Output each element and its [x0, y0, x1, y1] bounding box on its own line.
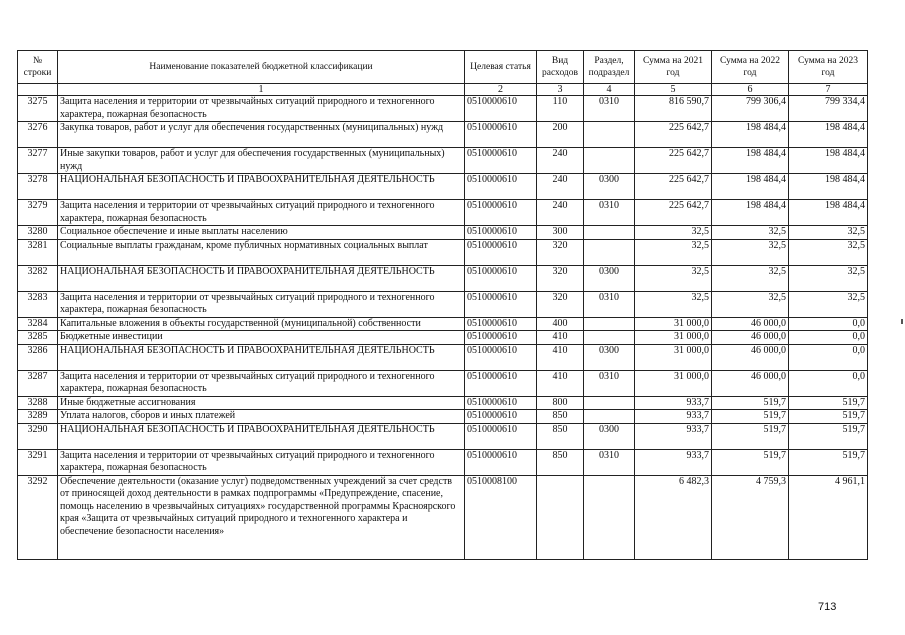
target-article: 0510000610 — [465, 122, 537, 148]
column-number: 6 — [712, 84, 789, 96]
page-number: 713 — [818, 601, 837, 613]
expense-type: 410 — [537, 331, 584, 345]
expense-type — [537, 475, 584, 559]
sum-2021: 225 642,7 — [635, 148, 712, 174]
section-code: 0310 — [584, 291, 635, 317]
table-row — [18, 344, 868, 370]
row-number: 3283 — [18, 291, 58, 317]
sum-2022: 198 484,4 — [712, 174, 789, 200]
section-code: 0310 — [584, 200, 635, 226]
table-row — [18, 423, 868, 449]
row-number: 3279 — [18, 200, 58, 226]
indicator-name: Защита населения и территории от чрезвычайных ситуаций природного и техногенного характера, пожарная безопасность — [58, 96, 465, 122]
sum-2022: 32,5 — [712, 291, 789, 317]
expense-type: 240 — [537, 174, 584, 200]
sum-2022: 519,7 — [712, 410, 789, 424]
section-code — [584, 331, 635, 345]
expense-type: 240 — [537, 200, 584, 226]
sum-2023: 519,7 — [789, 423, 868, 449]
header-expense-type: Вид расходов — [537, 51, 584, 84]
section-code — [584, 475, 635, 559]
indicator-name: Защита населения и территории от чрезвычайных ситуаций природного и техногенного характера, пожарная безопасность — [58, 291, 465, 317]
sum-2022: 46 000,0 — [712, 370, 789, 396]
indicator-name: Социальные выплаты гражданам, кроме публичных нормативных социальных выплат — [58, 239, 465, 265]
sum-2022: 198 484,4 — [712, 122, 789, 148]
section-code: 0300 — [584, 265, 635, 291]
row-number: 3284 — [18, 317, 58, 331]
sum-2022: 46 000,0 — [712, 344, 789, 370]
table-row — [18, 370, 868, 396]
row-number: 3280 — [18, 226, 58, 240]
column-number: 3 — [537, 84, 584, 96]
sum-2021: 32,5 — [635, 265, 712, 291]
row-number: 3292 — [18, 475, 58, 559]
sum-2023: 198 484,4 — [789, 174, 868, 200]
section-code — [584, 410, 635, 424]
sum-2023: 799 334,4 — [789, 96, 868, 122]
sum-2021: 31 000,0 — [635, 370, 712, 396]
row-number: 3287 — [18, 370, 58, 396]
sum-2021: 933,7 — [635, 449, 712, 475]
target-article: 0510000610 — [465, 96, 537, 122]
column-number — [18, 84, 58, 96]
indicator-name: Иные закупки товаров, работ и услуг для обеспечения государственных (муниципальных) нужд — [58, 148, 465, 174]
row-number: 3291 — [18, 449, 58, 475]
section-code: 0310 — [584, 96, 635, 122]
sum-2023: 0,0 — [789, 370, 868, 396]
section-code — [584, 239, 635, 265]
sum-2023: 0,0 — [789, 331, 868, 345]
section-code: 0300 — [584, 174, 635, 200]
sum-2023: 519,7 — [789, 449, 868, 475]
expense-type: 240 — [537, 148, 584, 174]
indicator-name: Иные бюджетные ассигнования — [58, 396, 465, 410]
target-article: 0510000610 — [465, 148, 537, 174]
header-row — [18, 51, 868, 84]
sum-2021: 933,7 — [635, 410, 712, 424]
table-row — [18, 410, 868, 424]
header-row-no: № строки — [18, 51, 58, 84]
indicator-name: Обеспечение деятельности (оказание услуг) подведомственных учреждений за счет средств от приносящей доход деятельности в рамках подпрограммы «Предупреждение, спасение, помощь населению в чрезвычайных ситуациях» государственной программы Красноярского края «Защита от чрезвычайных ситуаций природного и техногенного характера и обеспечение безопасности населения» — [58, 475, 465, 559]
expense-type: 410 — [537, 370, 584, 396]
sum-2021: 31 000,0 — [635, 317, 712, 331]
indicator-name: Защита населения и территории от чрезвычайных ситуаций природного и техногенного характера, пожарная безопасность — [58, 200, 465, 226]
header-section: Раздел, подраздел — [584, 51, 635, 84]
sum-2022: 46 000,0 — [712, 317, 789, 331]
section-code — [584, 226, 635, 240]
indicator-name: Бюджетные инвестиции — [58, 331, 465, 345]
row-number: 3286 — [18, 344, 58, 370]
sum-2021: 32,5 — [635, 239, 712, 265]
table-row — [18, 449, 868, 475]
header-sum-2022: Сумма на 2022 год — [712, 51, 789, 84]
sum-2023: 0,0 — [789, 344, 868, 370]
expense-type: 320 — [537, 291, 584, 317]
indicator-name: НАЦИОНАЛЬНАЯ БЕЗОПАСНОСТЬ И ПРАВООХРАНИТЕЛЬНАЯ ДЕЯТЕЛЬНОСТЬ — [58, 174, 465, 200]
row-number: 3289 — [18, 410, 58, 424]
target-article: 0510000610 — [465, 239, 537, 265]
column-number: 5 — [635, 84, 712, 96]
sum-2023: 198 484,4 — [789, 122, 868, 148]
sum-2022: 32,5 — [712, 226, 789, 240]
section-code — [584, 148, 635, 174]
target-article: 0510000610 — [465, 291, 537, 317]
sum-2021: 6 482,3 — [635, 475, 712, 559]
table-header — [18, 51, 868, 96]
table-row — [18, 331, 868, 345]
row-number: 3281 — [18, 239, 58, 265]
target-article: 0510008100 — [465, 475, 537, 559]
table-row — [18, 96, 868, 122]
section-code: 0300 — [584, 344, 635, 370]
sum-2023: 32,5 — [789, 291, 868, 317]
header-sum-2023: Сумма на 2023 год — [789, 51, 868, 84]
table-row — [18, 200, 868, 226]
table-row — [18, 226, 868, 240]
expense-type: 300 — [537, 226, 584, 240]
budget-table — [17, 50, 868, 560]
target-article: 0510000610 — [465, 174, 537, 200]
indicator-name: НАЦИОНАЛЬНАЯ БЕЗОПАСНОСТЬ И ПРАВООХРАНИТЕЛЬНАЯ ДЕЯТЕЛЬНОСТЬ — [58, 423, 465, 449]
sum-2021: 225 642,7 — [635, 174, 712, 200]
expense-type: 800 — [537, 396, 584, 410]
expense-type: 110 — [537, 96, 584, 122]
sum-2021: 225 642,7 — [635, 200, 712, 226]
target-article: 0510000610 — [465, 370, 537, 396]
column-number: 2 — [465, 84, 537, 96]
sum-2022: 32,5 — [712, 265, 789, 291]
sum-2022: 32,5 — [712, 239, 789, 265]
table-row — [18, 291, 868, 317]
table-row — [18, 396, 868, 410]
row-number: 3282 — [18, 265, 58, 291]
sum-2023: 4 961,1 — [789, 475, 868, 559]
target-article: 0510000610 — [465, 200, 537, 226]
sum-2023: 198 484,4 — [789, 200, 868, 226]
column-number-row — [18, 84, 868, 96]
expense-type: 400 — [537, 317, 584, 331]
sum-2023: 0,0 — [789, 317, 868, 331]
expense-type: 320 — [537, 239, 584, 265]
row-number: 3276 — [18, 122, 58, 148]
section-code — [584, 396, 635, 410]
header-target: Целевая статья — [465, 51, 537, 84]
sum-2022: 519,7 — [712, 423, 789, 449]
sum-2023: 32,5 — [789, 265, 868, 291]
expense-type: 200 — [537, 122, 584, 148]
scan-mark — [901, 319, 903, 324]
expense-type: 410 — [537, 344, 584, 370]
row-number: 3275 — [18, 96, 58, 122]
target-article: 0510000610 — [465, 265, 537, 291]
sum-2021: 31 000,0 — [635, 331, 712, 345]
indicator-name: Капитальные вложения в объекты государственной (муниципальной) собственности — [58, 317, 465, 331]
expense-type: 850 — [537, 423, 584, 449]
section-code — [584, 317, 635, 331]
section-code: 0310 — [584, 449, 635, 475]
expense-type: 850 — [537, 410, 584, 424]
indicator-name: НАЦИОНАЛЬНАЯ БЕЗОПАСНОСТЬ И ПРАВООХРАНИТЕЛЬНАЯ ДЕЯТЕЛЬНОСТЬ — [58, 344, 465, 370]
target-article: 0510000610 — [465, 449, 537, 475]
sum-2021: 32,5 — [635, 226, 712, 240]
indicator-name: Закупка товаров, работ и услуг для обеспечения государственных (муниципальных) нужд — [58, 122, 465, 148]
sum-2022: 799 306,4 — [712, 96, 789, 122]
sum-2021: 816 590,7 — [635, 96, 712, 122]
expense-type: 320 — [537, 265, 584, 291]
target-article: 0510000610 — [465, 331, 537, 345]
target-article: 0510000610 — [465, 410, 537, 424]
sum-2023: 32,5 — [789, 239, 868, 265]
table-row — [18, 239, 868, 265]
indicator-name: Социальное обеспечение и иные выплаты населению — [58, 226, 465, 240]
column-number: 1 — [58, 84, 465, 96]
sum-2021: 32,5 — [635, 291, 712, 317]
sum-2021: 933,7 — [635, 396, 712, 410]
expense-type: 850 — [537, 449, 584, 475]
indicator-name: Защита населения и территории от чрезвычайных ситуаций природного и техногенного характера, пожарная безопасность — [58, 370, 465, 396]
indicator-name: Защита населения и территории от чрезвычайных ситуаций природного и техногенного характера, пожарная безопасность — [58, 449, 465, 475]
sum-2023: 519,7 — [789, 410, 868, 424]
row-number: 3288 — [18, 396, 58, 410]
table-row — [18, 265, 868, 291]
sum-2022: 46 000,0 — [712, 331, 789, 345]
column-number: 4 — [584, 84, 635, 96]
table-row — [18, 317, 868, 331]
table-row — [18, 475, 868, 559]
table-row — [18, 122, 868, 148]
target-article: 0510000610 — [465, 423, 537, 449]
row-number: 3277 — [18, 148, 58, 174]
sum-2022: 198 484,4 — [712, 148, 789, 174]
header-sum-2021: Сумма на 2021 год — [635, 51, 712, 84]
sum-2022: 4 759,3 — [712, 475, 789, 559]
sum-2022: 519,7 — [712, 449, 789, 475]
target-article: 0510000610 — [465, 317, 537, 331]
row-number: 3285 — [18, 331, 58, 345]
sum-2022: 198 484,4 — [712, 200, 789, 226]
target-article: 0510000610 — [465, 344, 537, 370]
section-code: 0310 — [584, 370, 635, 396]
sum-2023: 198 484,4 — [789, 148, 868, 174]
table-row — [18, 148, 868, 174]
header-name: Наименование показателей бюджетной классификации — [58, 51, 465, 84]
indicator-name: НАЦИОНАЛЬНАЯ БЕЗОПАСНОСТЬ И ПРАВООХРАНИТЕЛЬНАЯ ДЕЯТЕЛЬНОСТЬ — [58, 265, 465, 291]
column-number: 7 — [789, 84, 868, 96]
sum-2023: 519,7 — [789, 396, 868, 410]
section-code — [584, 122, 635, 148]
section-code: 0300 — [584, 423, 635, 449]
sum-2023: 32,5 — [789, 226, 868, 240]
row-number: 3278 — [18, 174, 58, 200]
sum-2021: 933,7 — [635, 423, 712, 449]
target-article: 0510000610 — [465, 226, 537, 240]
table-body — [18, 96, 868, 560]
target-article: 0510000610 — [465, 396, 537, 410]
row-number: 3290 — [18, 423, 58, 449]
sum-2022: 519,7 — [712, 396, 789, 410]
indicator-name: Уплата налогов, сборов и иных платежей — [58, 410, 465, 424]
sum-2021: 31 000,0 — [635, 344, 712, 370]
sum-2021: 225 642,7 — [635, 122, 712, 148]
table-row — [18, 174, 868, 200]
